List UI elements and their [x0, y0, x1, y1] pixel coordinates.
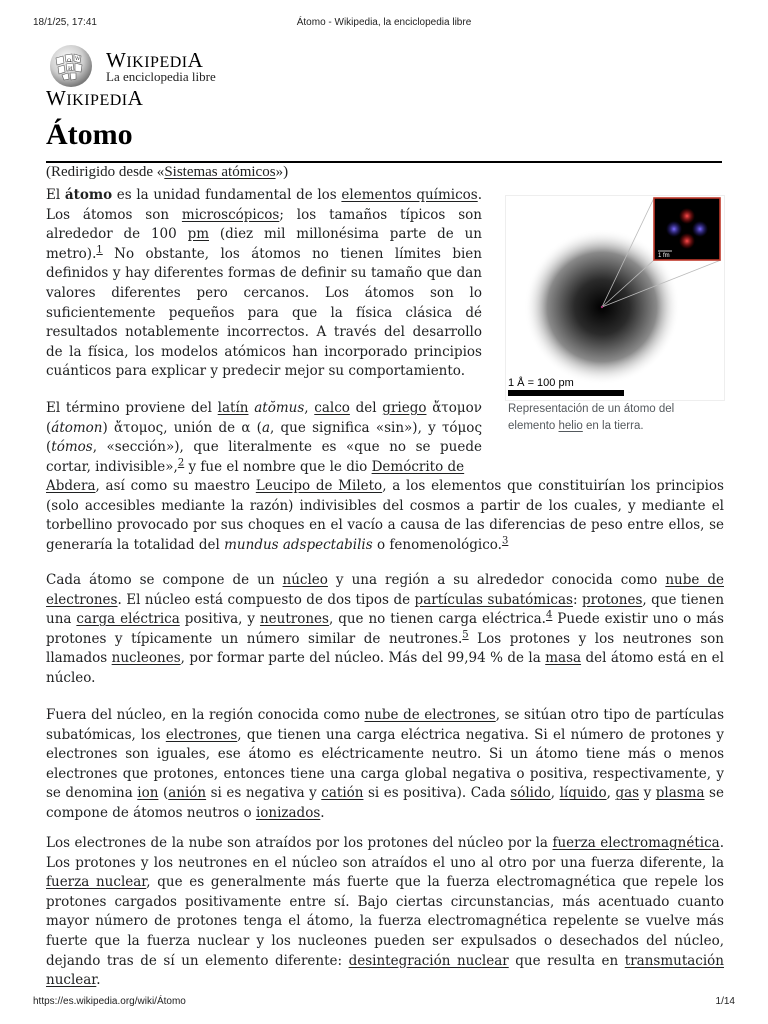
link-solido[interactable]: sólido: [510, 785, 551, 802]
link-anion[interactable]: anión: [168, 785, 207, 802]
link-democrito[interactable]: Demócrito de: [371, 458, 465, 475]
link-carga-electrica[interactable]: carga eléctrica: [76, 611, 180, 628]
print-datetime: 18/1/25, 17:41: [33, 17, 97, 28]
print-doc-title: Átomo - Wikipedia, la enciclopedia libre: [296, 17, 472, 28]
paragraph-etymology-cont: Abdera, así como su maestro Leucipo de Mileto, a los elementos que constituirían los principios (solo accesibles mediante la razón) indivisibles del cosmos a partir de los cuales, y mediante el torbellino provocado por sus choques en el vacío a causa de las diferencias de peso entre ellos, se generaría la totalidad del mundus adspectabilis o fenomenológico.$^3$: [46, 478, 724, 553]
helium-atom-image[interactable]: [505, 195, 725, 401]
wordmark-last: A: [187, 48, 204, 72]
wordmark-rest: IKIPEDI: [126, 54, 188, 71]
link-ionizados[interactable]: ionizados: [255, 804, 321, 821]
print-url: https://es.wikipedia.org/wiki/Átomo: [33, 996, 186, 1007]
wikipedia-logo[interactable]: [46, 44, 246, 90]
inset-scale-label: 1 fm: [658, 253, 670, 259]
term-atomo: átomo: [64, 187, 113, 203]
link-elementos-quimicos[interactable]: elementos químicos: [341, 187, 478, 203]
print-header: [33, 17, 735, 31]
redirect-suffix: »): [275, 164, 289, 180]
link-nucleo[interactable]: núcleo: [282, 572, 328, 588]
redirect-note: [46, 164, 288, 181]
paragraph-structure: Cada átomo se compone de un núcleo y una región a su alrededor conocida como nube de electrones. El núcleo está compuesto de dos tipos de partículas subatómicas: protones, que tienen una carga eléctrica positiva, y neutrones, que no tienen carga eléctrica.$^4$ Puede existir uno o más protones y típicamente un número similar de neutrones.$^5$ Los protones y los neutrones son llamados nucleones, por formar parte del núcleo. Más del 99,94 % de la masa del átomo está en el núcleo.: [46, 572, 725, 686]
figure-caption: Representación de un átomo del elemento helio en la tierra.: [508, 403, 675, 432]
link-pm[interactable]: pm: [187, 226, 210, 243]
ref-5[interactable]: 5: [462, 629, 469, 641]
link-griego[interactable]: griego: [382, 400, 427, 416]
page-title: Átomo: [46, 118, 133, 151]
link-protones[interactable]: protones: [581, 591, 643, 608]
wordmark2-first: W: [46, 86, 67, 110]
paragraph-electrons: Fuera del núcleo, en la región conocida como nube de electrones, se sitúan otro tipo de partículas subatómicas, los electrones, que tienen una carga eléctrica negativa. Si el número de protones y electrones son iguales, ese átomo es eléctricamente neutro. Si un átomo tiene más o menos electrones que protones, entonces tiene una carga global negativa o positiva, respectivamente, y se denomina ion (anión si es negativa y catión si es positiva). Cada sólido, líquido, gas y plasma se compone de átomos neutros o ionizados.: [46, 707, 725, 821]
link-neutrones[interactable]: neutrones: [259, 611, 329, 628]
wikipedia-globe-icon: [46, 44, 96, 88]
link-helio[interactable]: helio: [558, 420, 583, 432]
link-calco[interactable]: calco: [314, 400, 350, 416]
link-gas[interactable]: gas: [615, 785, 640, 802]
svg-text:Ω: Ω: [67, 58, 72, 64]
logo-tagline: La enciclopedia libre: [106, 69, 216, 84]
link-particulas-subatomicas[interactable]: partículas subatómicas: [414, 591, 573, 608]
svg-text:И: И: [68, 66, 73, 72]
ref-1[interactable]: 1: [96, 244, 103, 256]
ref-3[interactable]: 3: [501, 535, 509, 547]
svg-text:W: W: [75, 56, 81, 62]
link-cation[interactable]: catión: [321, 785, 364, 802]
link-microscopicos[interactable]: microscópicos: [181, 206, 280, 223]
redirect-link[interactable]: Sistemas atómicos: [164, 164, 276, 180]
link-fuerza-electromagnetica[interactable]: fuerza electromagnética: [552, 835, 720, 851]
wordmark2-last: A: [127, 86, 144, 110]
link-nucleones[interactable]: nucleones: [111, 650, 181, 667]
wordmark-first: W: [106, 48, 127, 72]
link-liquido[interactable]: líquido: [559, 785, 607, 802]
link-leucipo[interactable]: Leucipo de Mileto: [255, 478, 383, 494]
scale-label: 1 Å = 100 pm: [508, 377, 574, 389]
link-nube-de-electrones-2[interactable]: nube de electrones: [364, 707, 496, 723]
link-ion[interactable]: ion: [137, 785, 159, 802]
redirect-prefix: (Redirigido desde «: [46, 164, 165, 180]
link-abdera[interactable]: Abdera: [46, 478, 96, 494]
print-page-number: 1/14: [715, 996, 735, 1007]
link-masa[interactable]: masa: [545, 650, 582, 667]
link-plasma[interactable]: plasma: [655, 785, 705, 802]
print-footer: [33, 996, 735, 1010]
paragraph-forces: Los electrones de la nube son atraídos por los protones del núcleo por la fuerza electromagnética. Los protones y los neutrones en el núcleo son atraídos el uno al otro por una fuerza diferente, la fuerza nuclear, que es generalmente más fuerte que la fuerza electromagnética que repele los protones cargados positivamente entre sí. Bajo ciertas circunstancias, más acentuado cuanto mayor número de protones tenga el átomo, la fuerza electromagnética repelente se vuelve más fuerte que la fuerza nuclear y los nucleones pueden ser expulsados o desechados del núcleo, dejando tras de sí un elemento diferente: desintegración nuclear que resulta en transmutación nuclear.: [46, 835, 725, 989]
wordmark2-rest: IKIPEDI: [66, 92, 128, 109]
link-fuerza-nuclear[interactable]: fuerza nuclear: [46, 874, 147, 891]
logo-wordmark-secondary[interactable]: [46, 86, 143, 111]
link-electrones[interactable]: electrones: [165, 726, 238, 743]
figure-helium-atom: [505, 195, 723, 440]
title-divider: [46, 161, 722, 163]
ref-4[interactable]: 4: [545, 609, 553, 621]
paragraph-intro: El átomo es la unidad fundamental de los elementos químicos. Los átomos son microscópicos; los tamaños típicos son alrededor de 100 pm (diez mil millonésima parte de un metro).$^1$ No obstante, los átomos no tienen límites bien definidos y hay diferentes formas de definir su tamaño que dan valores diferentes pero cercanos. Los átomos son lo suficientemente pequeños para que la física clásica dé resultados notablemente incorrectos. A través del desarrollo de la física, los modelos atómicos han incorporado principios cuánticos para explicar y predecir mejor su comportamiento.: [46, 187, 483, 380]
link-nube-de-electrones[interactable]: nube de electrones: [46, 572, 724, 608]
link-transmutacion-nuclear[interactable]: transmutación nuclear: [46, 952, 725, 989]
link-latin[interactable]: latín: [217, 400, 249, 416]
ref-2[interactable]: 2: [177, 457, 185, 469]
paragraph-etymology: El término proviene del latín atŏmus, calco del griego ἄτομον (átomon) ἄτομος, unión de α (a, que significa «sin»), y τόμος (tómos, «sección»), que literalmente es «que no se puede cortar, indivisible»,$^2$ y fue el nombre que le dio Demócrito de: [46, 400, 483, 475]
link-desintegracion-nuclear[interactable]: desintegración nuclear: [348, 952, 509, 969]
